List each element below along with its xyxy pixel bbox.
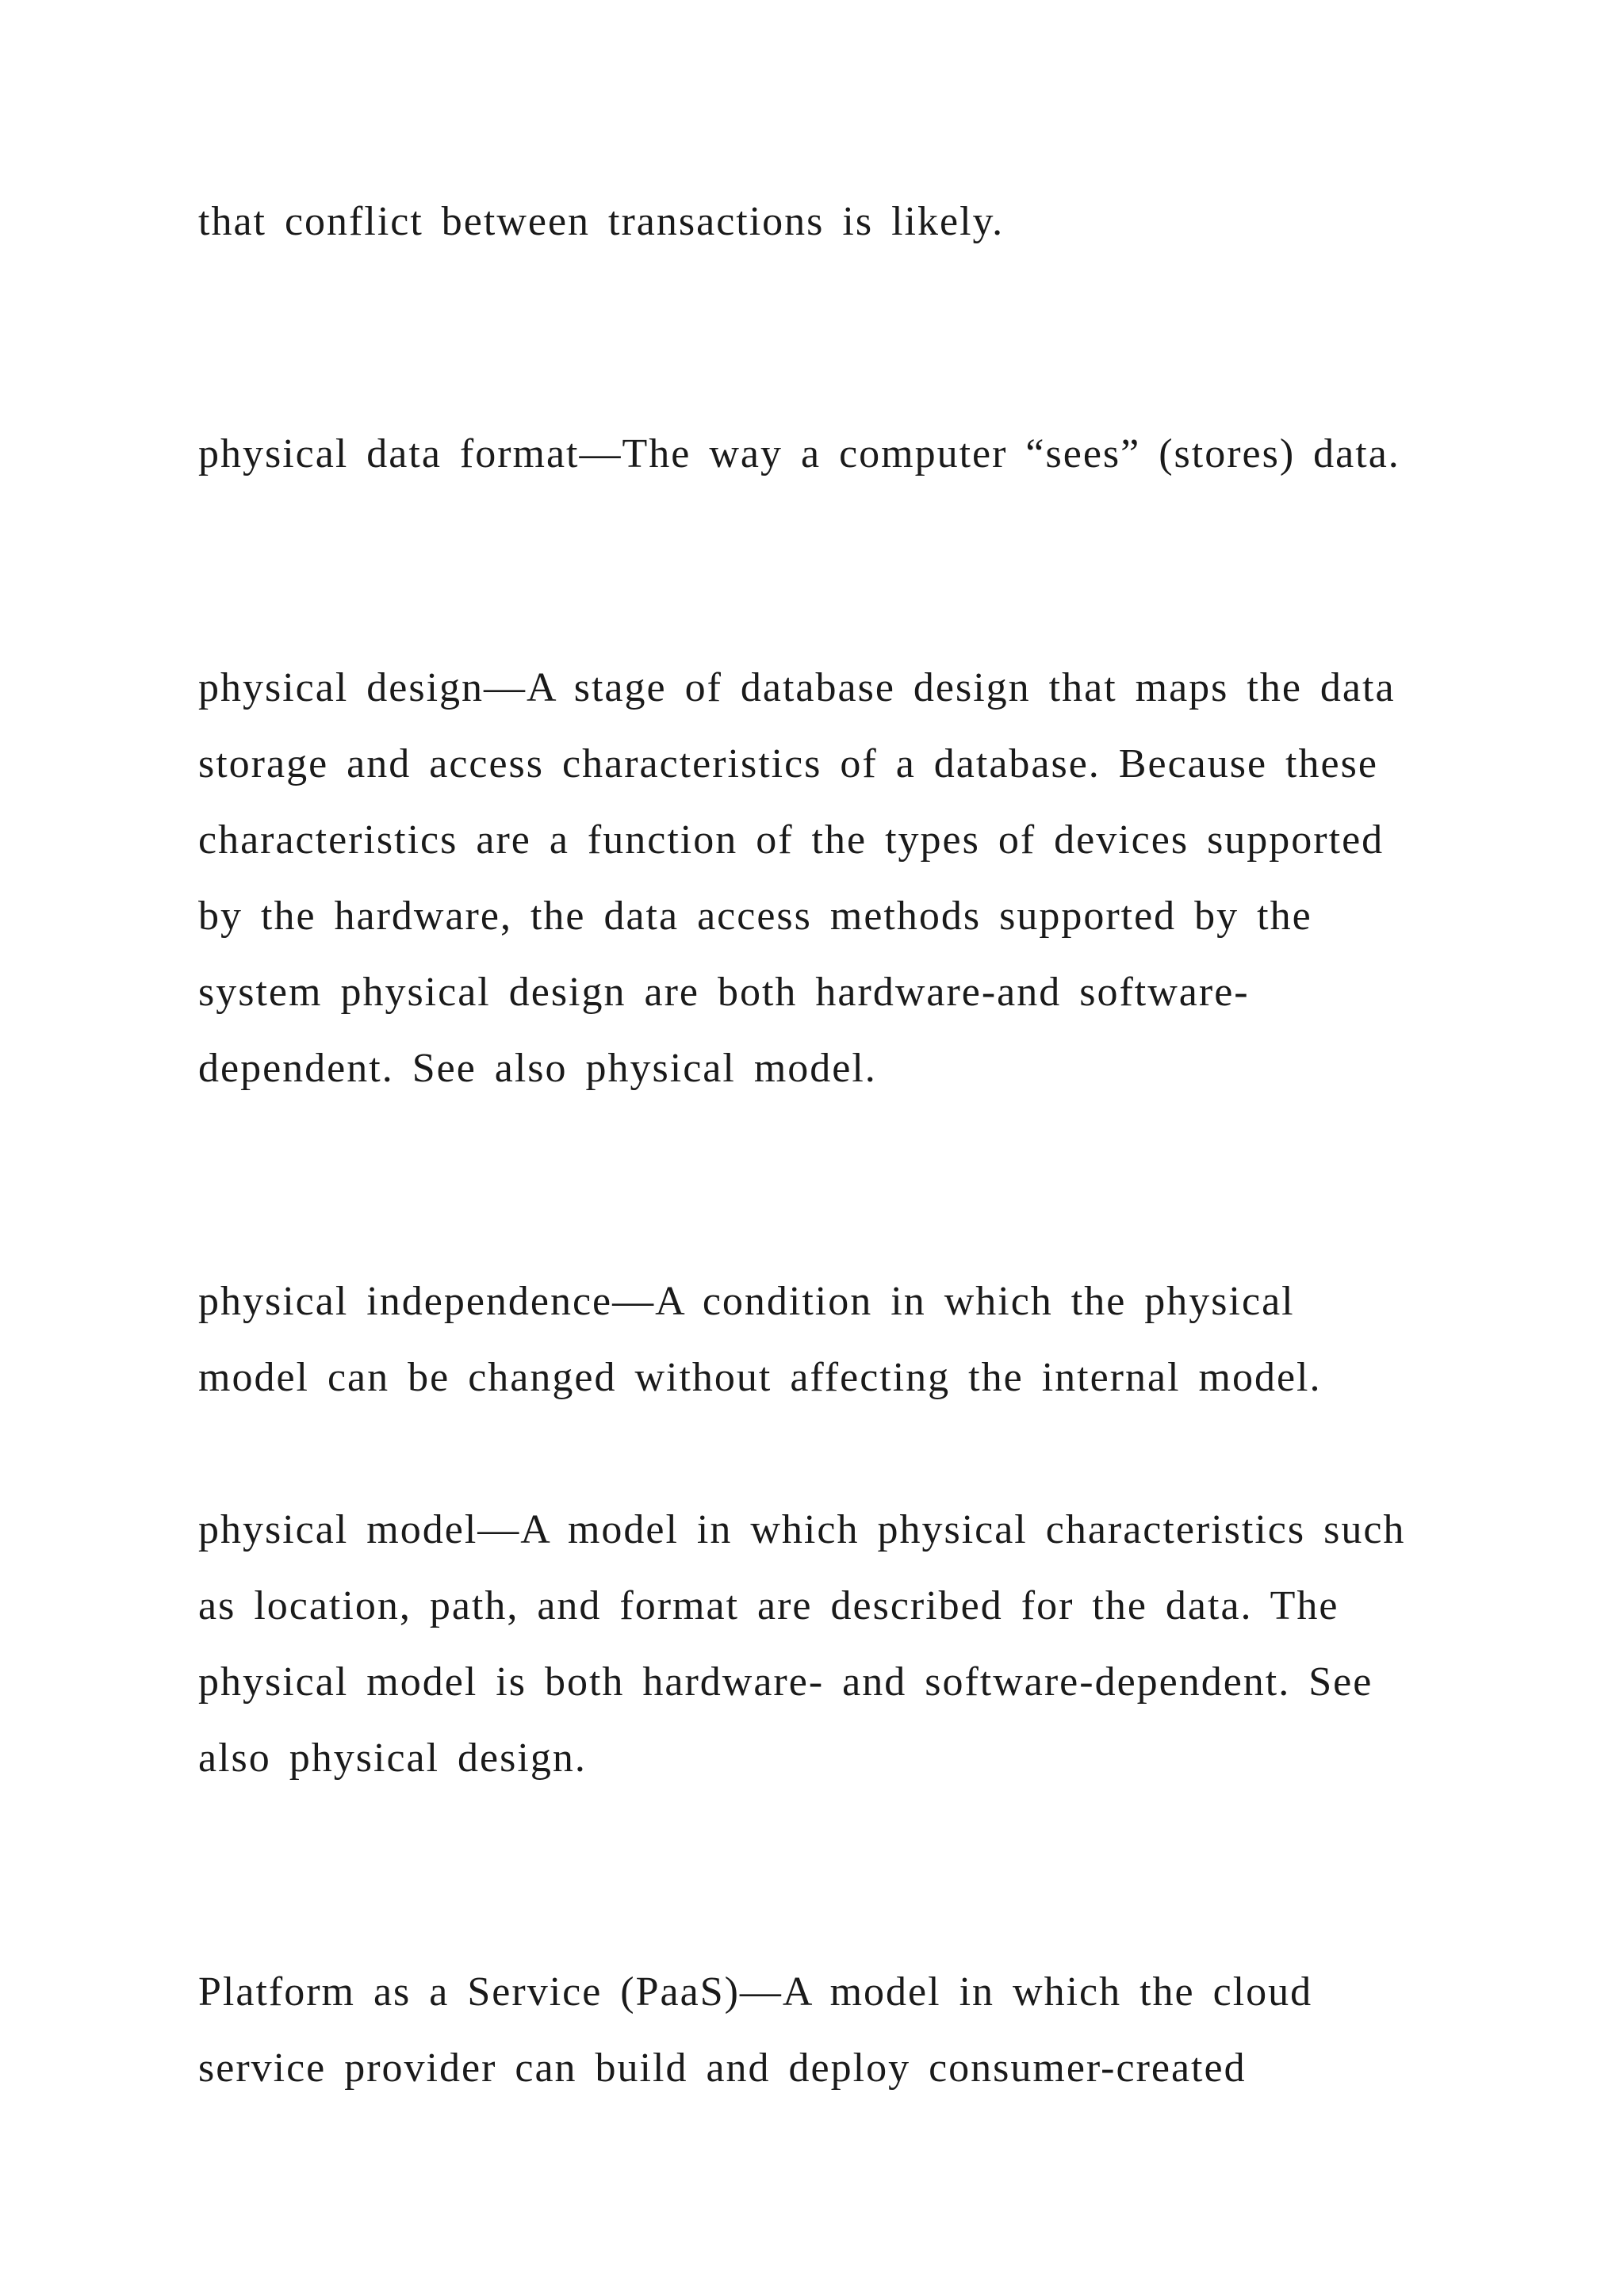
text-line: that conflict between transactions is likely. xyxy=(198,199,1005,244)
text-line: by the hardware, the data access methods supported by the xyxy=(198,894,1312,939)
text-line: also physical design. xyxy=(198,1735,587,1781)
text-line: storage and access characteristics of a database. Because these xyxy=(198,741,1378,786)
text-line: physical model is both hardware- and software-dependent. See xyxy=(198,1659,1373,1705)
text-line: system physical design are both hardware-and software- xyxy=(198,970,1250,1015)
text-line: characteristics are a function of the types of devices supported xyxy=(198,817,1385,863)
text-line: as location, path, and format are described for the data. The xyxy=(198,1583,1339,1628)
text-line: physical design—A stage of database design that maps the data xyxy=(198,665,1396,710)
text-line: physical independence—A condition in which the physical xyxy=(198,1279,1295,1324)
text-line: service provider can build and deploy consumer-created xyxy=(198,2045,1247,2091)
text-line: model can be changed without affecting the internal model. xyxy=(198,1355,1322,1400)
text-line: physical model—A model in which physical characteristics such xyxy=(198,1507,1406,1552)
text-line: Platform as a Service (PaaS)—A model in which the cloud xyxy=(198,1969,1313,2015)
text-line: physical data format—The way a computer “sees” (stores) data. xyxy=(198,431,1400,476)
text-line: dependent. See also physical model. xyxy=(198,1046,877,1091)
